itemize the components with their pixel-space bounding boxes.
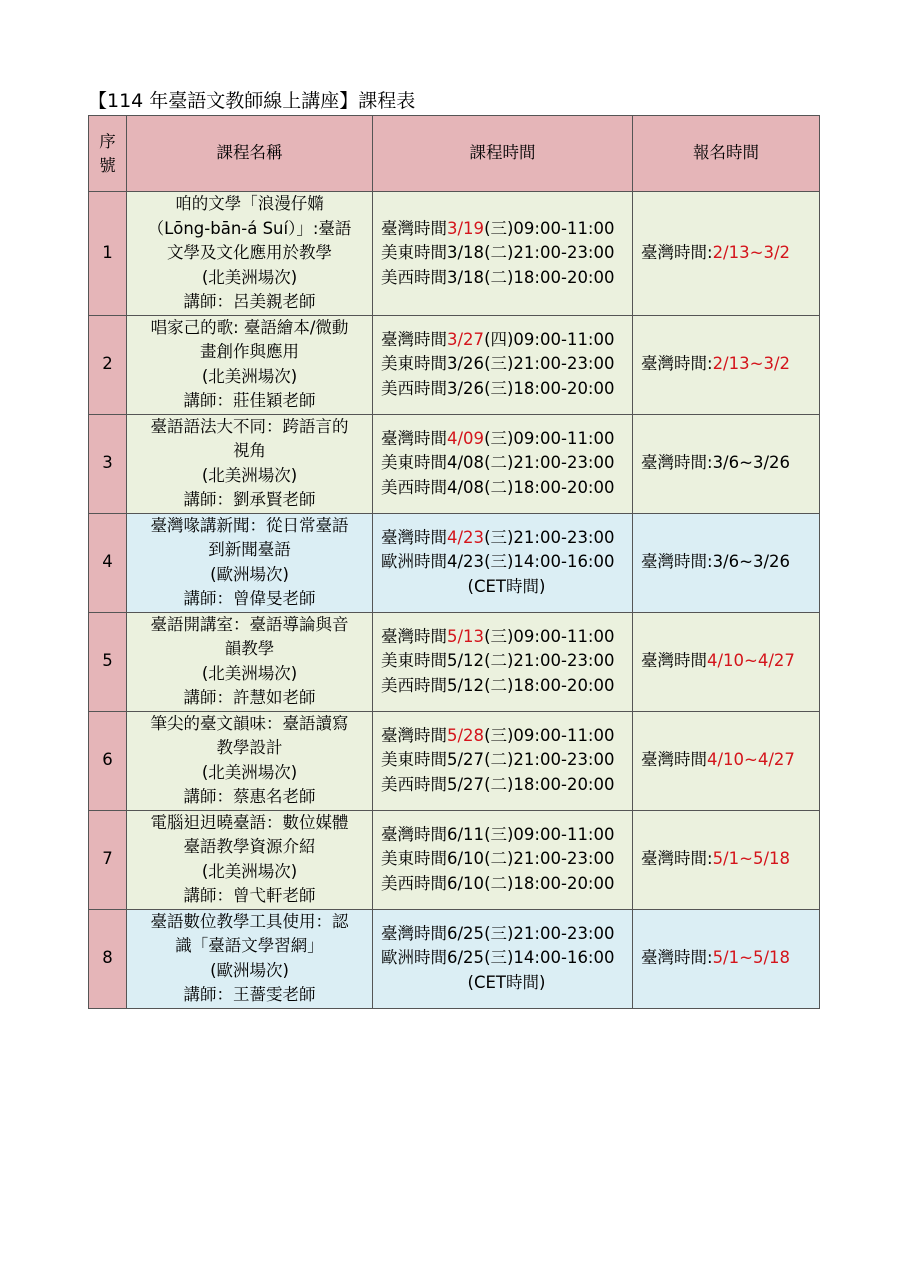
time-date: 6/10 <box>447 849 485 869</box>
time-date: 5/27 <box>447 774 485 794</box>
course-name-line: 識「臺語文學習網」 <box>175 936 324 955</box>
time-range: (三)09:00-11:00 <box>484 428 615 448</box>
time-range: (二)18:00-20:00 <box>484 477 615 497</box>
time-zone-label: 臺灣時間 <box>381 923 447 943</box>
time-zone-label: 臺灣時間 <box>381 329 447 349</box>
registration-label: 臺灣時間 <box>641 651 707 671</box>
table-row <box>89 513 820 612</box>
course-name-line: 到新聞臺語 <box>208 540 291 559</box>
course-time-line <box>381 946 632 971</box>
time-zone-label: 臺灣時間 <box>381 626 447 646</box>
course-time-line <box>381 649 632 674</box>
table-row <box>89 711 820 810</box>
course-name-line: 講師：莊佳穎老師 <box>183 391 316 410</box>
course-time-line <box>381 266 632 291</box>
course-time-line <box>381 847 632 872</box>
time-range: (三)09:00-11:00 <box>484 626 615 646</box>
course-time-line <box>381 872 632 897</box>
time-zone-label: 美西時間 <box>381 378 447 398</box>
course-name-line: 視角 <box>233 441 266 460</box>
course-name-line: 文學及文化應用於教學 <box>167 243 332 262</box>
time-date: 5/28 <box>447 725 485 745</box>
time-date: 3/18 <box>447 267 485 287</box>
course-name-line: 咱的文學「浪漫仔嫷 <box>175 194 324 213</box>
course-name-line: 臺語語法大不同：跨語言的 <box>150 416 349 436</box>
registration-time-cell <box>633 192 820 316</box>
course-time-line <box>381 328 632 353</box>
table-body <box>89 192 820 1009</box>
registration-range: 4/10~4/27 <box>707 750 795 770</box>
course-time-cell <box>373 909 633 1008</box>
time-range: (三)18:00-20:00 <box>484 378 615 398</box>
course-time-cell <box>373 810 633 909</box>
course-name-line: (北美洲場次) <box>201 267 298 287</box>
time-date: 4/23 <box>447 527 485 547</box>
time-zone-label: 美西時間 <box>381 477 447 497</box>
course-time-line <box>381 625 632 650</box>
course-time-line <box>381 476 632 501</box>
course-name-line: 講師：曾弋軒老師 <box>183 886 316 905</box>
time-date: 5/12 <box>447 675 485 695</box>
course-name-cell <box>127 315 373 414</box>
table-row <box>89 612 820 711</box>
time-range: (二)18:00-20:00 <box>484 267 615 287</box>
time-date: 5/13 <box>447 626 485 646</box>
time-range: (三)09:00-11:00 <box>484 725 615 745</box>
registration-time-cell <box>633 909 820 1008</box>
time-date: 6/25 <box>447 923 485 943</box>
registration-label: 臺灣時間: <box>641 849 713 869</box>
table-header-row <box>89 116 820 192</box>
course-time-line <box>381 241 632 266</box>
course-time-cell <box>373 513 633 612</box>
course-time-line <box>381 748 632 773</box>
course-name-line: 臺語教學資源介紹 <box>183 837 316 856</box>
course-name-line: (北美洲場次) <box>201 465 298 485</box>
time-zone-label: 美西時間 <box>381 774 447 794</box>
time-range: (二)18:00-20:00 <box>484 873 615 893</box>
time-range: (三)14:00-16:00 <box>484 948 615 968</box>
course-name-line: （Lōng-bān-á Suí）」:臺語 <box>147 218 352 238</box>
time-date: 4/08 <box>447 453 485 473</box>
registration-range: 5/1~5/18 <box>712 948 790 968</box>
time-date: 5/27 <box>447 750 485 770</box>
time-zone-label: 美西時間 <box>381 267 447 287</box>
course-name-line: (歐洲場次) <box>210 960 289 980</box>
row-number: 2 <box>89 315 127 414</box>
registration-label: 臺灣時間 <box>641 750 707 770</box>
course-name-line: 講師：劉承賢老師 <box>183 490 316 509</box>
table-row <box>89 192 820 316</box>
time-date: 4/23 <box>447 552 485 572</box>
course-time-line <box>381 773 632 798</box>
time-date: 3/27 <box>447 329 485 349</box>
time-date: 3/19 <box>447 218 485 238</box>
row-number: 1 <box>89 192 127 316</box>
time-range: (三)21:00-23:00 <box>484 923 615 943</box>
time-range: (二)21:00-23:00 <box>484 453 615 473</box>
registration-label: 臺灣時間: <box>641 354 713 374</box>
time-range: (二)21:00-23:00 <box>484 651 615 671</box>
registration-time-cell <box>633 612 820 711</box>
registration-label: 臺灣時間: <box>641 243 713 262</box>
document-title: 【114 年臺語文教師線上講座】課程表 <box>88 90 416 112</box>
course-time-line <box>381 724 632 749</box>
registration-label: 臺灣時間: <box>641 552 713 572</box>
time-range: (四)09:00-11:00 <box>484 329 615 349</box>
course-name-line: 韻教學 <box>224 639 275 658</box>
registration-label: 臺灣時間: <box>641 453 713 473</box>
registration-time-cell <box>633 414 820 513</box>
course-name-line: 講師：呂美親老師 <box>183 292 316 311</box>
time-zone-label: 美東時間 <box>381 243 447 262</box>
time-note: (CET時間) <box>467 576 546 596</box>
time-zone-label: 臺灣時間 <box>381 824 447 844</box>
course-name-line: (北美洲場次) <box>201 663 298 683</box>
registration-time-cell <box>633 513 820 612</box>
course-schedule-table <box>88 115 820 1009</box>
time-range: (二)21:00-23:00 <box>484 243 615 262</box>
row-number: 8 <box>89 909 127 1008</box>
course-name-cell <box>127 612 373 711</box>
time-range: (二)18:00-20:00 <box>484 675 615 695</box>
course-time-line <box>381 427 632 452</box>
course-time-cell <box>373 711 633 810</box>
time-zone-label: 美東時間 <box>381 453 447 473</box>
time-note: (CET時間) <box>467 972 546 992</box>
course-name-cell <box>127 414 373 513</box>
time-zone-label: 美東時間 <box>381 354 447 374</box>
course-time-cell <box>373 612 633 711</box>
time-date: 5/12 <box>447 651 485 671</box>
registration-range: 3/6~3/26 <box>712 453 790 473</box>
course-time-line <box>381 451 632 476</box>
course-time-line <box>381 922 632 947</box>
course-time-cell <box>373 315 633 414</box>
registration-time-cell <box>633 711 820 810</box>
course-name-line: (北美洲場次) <box>201 366 298 386</box>
row-number: 4 <box>89 513 127 612</box>
course-name-cell <box>127 909 373 1008</box>
table-row <box>89 810 820 909</box>
time-zone-label: 臺灣時間 <box>381 218 447 238</box>
registration-range: 2/13~3/2 <box>712 243 790 262</box>
row-number: 6 <box>89 711 127 810</box>
time-range: (二)18:00-20:00 <box>484 774 615 794</box>
time-zone-label: 歐洲時間 <box>381 552 447 572</box>
course-time-line <box>381 823 632 848</box>
time-date: 6/11 <box>447 824 485 844</box>
time-zone-label: 美西時間 <box>381 675 447 695</box>
time-range: (三)09:00-11:00 <box>484 218 615 238</box>
course-name-line: (歐洲場次) <box>210 564 289 584</box>
registration-range: 3/6~3/26 <box>712 552 790 572</box>
registration-range: 5/1~5/18 <box>712 849 790 869</box>
course-name-line: 筆尖的臺文韻味：臺語讀寫 <box>150 713 349 733</box>
time-date: 6/25 <box>447 948 485 968</box>
table-row <box>89 315 820 414</box>
course-name-line: 講師：曾偉旻老師 <box>183 589 316 608</box>
course-name-line: 教學設計 <box>216 738 283 757</box>
time-range: (三)21:00-23:00 <box>484 354 615 374</box>
course-name-line: 講師：王薔雯老師 <box>183 985 316 1004</box>
time-zone-label: 美東時間 <box>381 750 447 770</box>
course-time-line <box>381 377 632 402</box>
time-range: (三)09:00-11:00 <box>484 824 615 844</box>
time-date: 3/18 <box>447 243 485 262</box>
time-zone-label: 臺灣時間 <box>381 428 447 448</box>
registration-range: 4/10~4/27 <box>707 651 795 671</box>
course-name-line: 臺灣喙講新聞：從日常臺語 <box>150 515 349 535</box>
course-name-line: 臺語數位教學工具使用：認 <box>150 911 349 931</box>
header-registration-time: 報名時間 <box>633 116 820 192</box>
course-name-cell <box>127 810 373 909</box>
course-time-line <box>381 674 632 699</box>
registration-label: 臺灣時間: <box>641 948 713 968</box>
course-name-line: (北美洲場次) <box>201 762 298 782</box>
registration-time-cell <box>633 315 820 414</box>
course-name-line: 臺語開講室：臺語導論與音 <box>150 614 349 634</box>
time-range: (三)21:00-23:00 <box>484 527 615 547</box>
time-zone-label: 歐洲時間 <box>381 948 447 968</box>
time-date: 3/26 <box>447 378 485 398</box>
course-name-line: 講師：蔡惠名老師 <box>183 787 316 806</box>
table-row <box>89 909 820 1008</box>
time-date: 3/26 <box>447 354 485 374</box>
course-name-cell <box>127 192 373 316</box>
registration-range: 2/13~3/2 <box>712 354 790 374</box>
row-number: 3 <box>89 414 127 513</box>
time-range: (三)14:00-16:00 <box>484 552 615 572</box>
course-time-line <box>381 217 632 242</box>
time-range: (二)21:00-23:00 <box>484 849 615 869</box>
course-time-cell <box>373 192 633 316</box>
time-date: 6/10 <box>447 873 485 893</box>
time-zone-label: 臺灣時間 <box>381 527 447 547</box>
course-name-line: 電腦𨑨迌曉臺語：數位媒體 <box>150 812 349 832</box>
registration-time-cell <box>633 810 820 909</box>
time-date: 4/08 <box>447 477 485 497</box>
course-name-line: 講師：許慧如老師 <box>183 688 316 707</box>
row-number: 7 <box>89 810 127 909</box>
course-time-cell <box>373 414 633 513</box>
course-name-cell <box>127 513 373 612</box>
course-time-line <box>381 550 632 575</box>
course-name-line: 唱家己的歌: 臺語繪本/微動 <box>150 317 349 337</box>
course-name-cell <box>127 711 373 810</box>
course-time-line <box>381 526 632 551</box>
time-zone-label: 美東時間 <box>381 651 447 671</box>
time-range: (二)21:00-23:00 <box>484 750 615 770</box>
time-date: 4/09 <box>447 428 485 448</box>
course-name-line: 畫創作與應用 <box>200 342 299 361</box>
row-number: 5 <box>89 612 127 711</box>
course-name-line: (北美洲場次) <box>201 861 298 881</box>
time-zone-label: 美西時間 <box>381 873 447 893</box>
table-row <box>89 414 820 513</box>
course-time-line <box>381 352 632 377</box>
header-course-time: 課程時間 <box>373 116 633 192</box>
time-zone-label: 臺灣時間 <box>381 725 447 745</box>
time-zone-label: 美東時間 <box>381 849 447 869</box>
header-course-name: 課程名稱 <box>127 116 373 192</box>
header-seq: 序號 <box>89 116 127 192</box>
